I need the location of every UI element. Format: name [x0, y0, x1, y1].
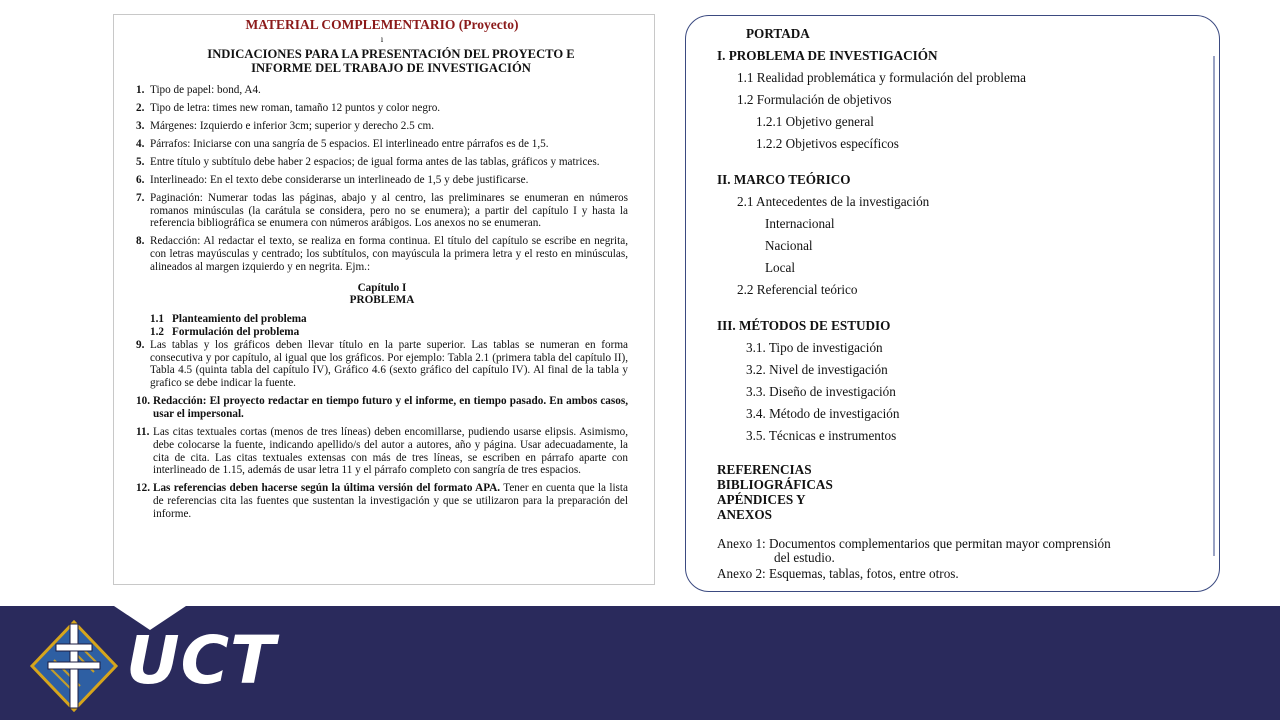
item-number: 8.	[136, 235, 145, 248]
item-text: Tipo de papel: bond, A4.	[150, 83, 261, 96]
list-item	[136, 174, 628, 187]
item-text: Entre título y subtítulo debe haber 2 espacios; de igual forma antes de las tablas, gráficos y matrices.	[150, 155, 600, 168]
list-item	[136, 102, 628, 115]
annex-2: Anexo 2: Esquemas, tablas, fotos, entre otros.	[717, 566, 959, 581]
item-number: 2.	[136, 101, 145, 114]
list-item	[136, 84, 628, 97]
subheading-number: 1.1	[150, 313, 164, 326]
annex-1: Anexo 1: Documentos complementarios que permitan mayor comprensión	[717, 536, 1111, 551]
list-item	[136, 138, 628, 151]
subheading-1	[136, 313, 628, 326]
doc-title: MATERIAL COMPLEMENTARIO (Proyecto)	[245, 17, 519, 32]
chapter-name: PROBLEMA	[349, 294, 415, 307]
toc-annexes: ANEXOS	[717, 507, 772, 522]
toc-section-2: II. MARCO TEÓRICO	[717, 172, 851, 187]
item-number: 11.	[136, 426, 150, 439]
toc-item: 3.5. Técnicas e instrumentos	[746, 428, 897, 443]
item-text: Tipo de letra: times new roman, tamaño 12 puntos y color negro.	[150, 101, 441, 114]
toc-item: 1.2 Formulación de objetivos	[737, 92, 892, 107]
footer-banner	[0, 606, 1280, 720]
toc-item: Local	[765, 260, 796, 275]
doc-tick-mark: ı	[380, 33, 384, 44]
subheading-2	[136, 326, 628, 339]
toc-item: 1.2.1 Objetivo general	[756, 114, 874, 129]
subheading-number: 1.2	[150, 326, 164, 339]
item-text: Párrafos: Iniciarse con una sangría de 5 espacios. El interlineado entre párrafos es de 1,5.	[150, 137, 549, 150]
doc-subtitle-line-2: INFORME DEL TRABAJO DE INVESTIGACIÓN	[251, 61, 531, 76]
chapter-heading: Capítulo I	[357, 281, 407, 294]
list-item	[136, 156, 628, 169]
toc-section-3: III. MÉTODOS DE ESTUDIO	[717, 318, 891, 333]
item-number: 1.	[136, 83, 145, 96]
item-number: 10.	[136, 395, 150, 408]
item-number: 12.	[136, 482, 150, 495]
toc-item: 3.3. Diseño de investigación	[746, 384, 896, 399]
item-text: Interlineado: En el texto debe considerarse un interlineado de 1,5 y debe justificarse.	[150, 173, 529, 186]
list-item	[136, 426, 628, 477]
item-text: Paginación: Numerar todas las páginas, abajo y al centro, las preliminares se enumeran en números romanos minúsculas (la carátula se considera, pero no se enumera); a partir del capítulo I y hasta la referencia bibliográfica se enumera con números arábigos. Los anexos no se enumeran.	[150, 191, 628, 230]
toc-portada: PORTADA	[746, 26, 810, 41]
item-text: Redacción: Al redactar el texto, se realiza en forma continua. El título del capítulo se escribe en negrita, con letras mayúsculas y centrado; los subtítulos, con mayúscula la primera letra y el resto en minúsculas, alineados al margen izquierdo y en negrita. Ejm.:	[150, 235, 628, 273]
doc-subtitle	[136, 47, 628, 76]
subheading-text: Planteamiento del problema	[172, 313, 307, 326]
list-item	[136, 339, 628, 390]
item-number: 9.	[136, 338, 145, 351]
page-edge-line	[1213, 56, 1215, 556]
toc-item: 3.2. Nivel de investigación	[746, 362, 888, 377]
toc-item: 1.2.2 Objetivos específicos	[756, 136, 899, 151]
uct-logo-text: UCT	[126, 622, 277, 699]
item-number: 5.	[136, 155, 145, 168]
toc-item: Nacional	[765, 238, 813, 253]
item-number: 4.	[136, 137, 145, 150]
item-number: 3.	[136, 119, 145, 132]
item-number: 7.	[136, 191, 145, 204]
toc-item: 2.1 Antecedentes de la investigación	[737, 194, 930, 209]
item-text: Las tablas y los gráficos deben llevar título en la parte superior. Las tablas se numeran en forma consecutiva y por capítulo, al igual que los gráficos. Por ejemplo: Tabla 2.1 (primera tabla del capítulo II), Tabla 4.5 (quinta tabla del capítulo IV), Gráfico 4.6 (sexto gráfico del capítulo IV). Al final de la tabla y grafico se debe indicar la fuente.	[150, 338, 628, 390]
item-text-rest: Tener en cuenta que la lista de referencias cita las fuentes que sustentan la investigación y que se utilizaron para la preparación del informe.	[153, 482, 628, 520]
doc-subtitle-line-1: INDICACIONES PARA LA PRESENTACIÓN DEL PROYECTO E	[207, 46, 575, 61]
item-text: Redacción: El proyecto redactar en tiempo futuro y el informe, en tiempo pasado. En ambos casos, usar el impersonal.	[153, 395, 628, 421]
list-item	[136, 120, 628, 133]
list-item	[136, 395, 628, 421]
item-text-bold: Las referencias deben hacerse según la última versión del formato APA.	[153, 482, 501, 495]
cross-emblem-icon	[28, 618, 120, 712]
toc-section-1: I. PROBLEMA DE INVESTIGACIÓN	[717, 48, 938, 63]
item-text: Las citas textuales cortas (menos de tres líneas) deben encomillarse, pudiendo usarse elipsis. Asimismo, debe colocarse la fuente, indicando apellido/s del autor a autores, año y página. Usar adecuadamente, la cita de cita. Las citas textuales extensas con más de tres líneas, se escriben en párrafo aparte con interlineado de 1.15, además de usar letra 11 y el párrafo completo con sangría de tres espacios.	[153, 426, 628, 477]
chapter-example	[136, 282, 628, 308]
list-item	[136, 192, 628, 230]
toc-item: 3.1. Tipo de investigación	[746, 340, 883, 355]
right-document-page	[685, 15, 1220, 592]
toc-item: 2.2 Referencial teórico	[737, 282, 858, 297]
toc-references: BIBLIOGRÁFICAS	[717, 477, 833, 492]
annex-1-cont: del estudio.	[774, 550, 835, 565]
list-item	[136, 482, 628, 520]
subheading-text: Formulación del problema	[172, 326, 300, 339]
item-text	[153, 482, 628, 520]
toc-item: 1.1 Realidad problemática y formulación del problema	[737, 70, 1026, 85]
left-document-page	[113, 14, 655, 585]
item-number: 6.	[136, 173, 145, 186]
toc-item: 3.4. Método de investigación	[746, 406, 900, 421]
toc-item: Internacional	[765, 216, 835, 231]
toc-appendices: APÉNDICES Y	[717, 492, 806, 507]
toc-references: REFERENCIAS	[717, 462, 812, 477]
item-text: Márgenes: Izquierdo e inferior 3cm; superior y derecho 2.5 cm.	[150, 119, 435, 132]
list-item	[136, 235, 628, 273]
